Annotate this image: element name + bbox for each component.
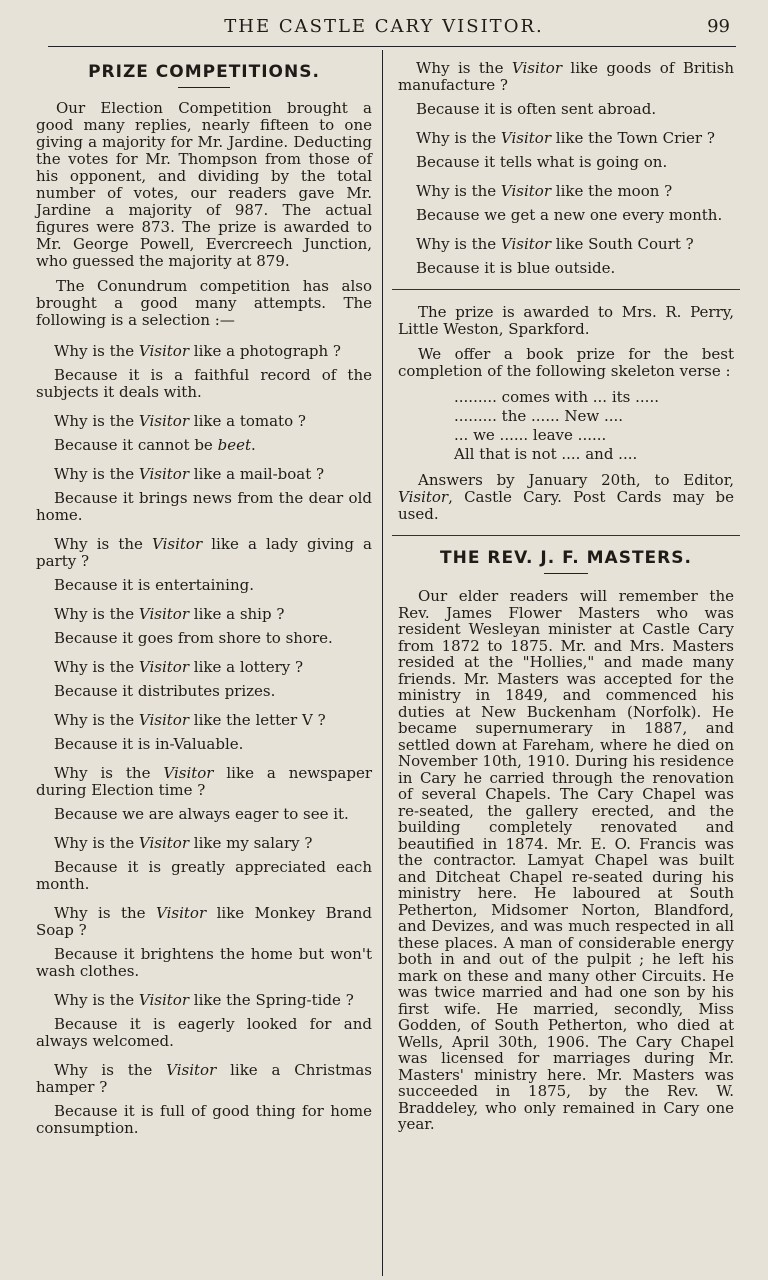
right-column	[398, 60, 734, 1141]
conundrum-answer: Because it distributes prizes.	[54, 682, 276, 700]
conundrum-question: Why is the Visitor like a photograph ?	[54, 342, 341, 360]
conundrum-question: Why is the Visitor like goods of British manufacture ?	[398, 59, 734, 94]
masters-article: Our elder readers will remember the Rev. James Flower Masters who was resident Wesleyan minister at Castle Cary from 1872 to 1875. Mr. and Mrs. Masters resided at the "Hollies," and made many friends. Mr. Masters was accepted for the ministry in 1849, and commenced his duties at New Buckenham (Norfolk). He became supernumerary in 1887, and settled down at Fareham, where he died on November 10th, 1910. During his residence in Cary he carried through the renovation of several Chapels. The Cary Chapel was re-seated, the gallery erected, and the building completely renovated and beautified in 1874. Mr. E. O. Francis was the contractor. Lamyat Chapel was built and Ditcheat Chapel re-seated during his ministry here. He laboured at South Petherton, Midsomer Norton, Blandford, and Devizes, and was much respected in all these places. A man of considerable energy both in and out of the pulpit ; he left his mark on these and many other Circuits. He was twice married and had one son by his first wife. He married, secondly, Miss Godden, of South Petherton, who died at Wells, April 30th, 1906. The Cary Chapel was licensed for marriages during Mr. Masters' ministry here. Mr. Masters was succeeded in 1875, by the Rev. W. Braddeley, who only remained in Cary one year.	[398, 587, 734, 1133]
conundrum-answer: Because it is eagerly looked for and always welcomed.	[36, 1015, 372, 1050]
verse-line: ... we ...... leave ......	[454, 426, 607, 444]
conundrum-question: Why is the Visitor like the Town Crier ?	[416, 129, 715, 147]
conundrum-answer: Because it brightens the home but won't wash clothes.	[36, 945, 372, 980]
conundrum-question: Why is the Visitor like the moon ?	[416, 182, 673, 200]
conundrum-question: Why is the Visitor like a mail-boat ?	[54, 465, 325, 483]
prize-heading: PRIZE COMPETITIONS.	[88, 62, 320, 82]
conundrum-answer: Because it cannot be beet.	[54, 436, 256, 454]
conundrum-answer: Because it tells what is going on.	[416, 153, 668, 171]
conundrum-answer: Because it is a faithful record of the subjects it deals with.	[36, 366, 372, 401]
left-column	[36, 60, 372, 1149]
conundrum-answer: Because it brings news from the dear old home.	[36, 489, 372, 524]
verse-line: All that is not .... and ....	[454, 445, 638, 463]
election-paragraph: Our Election Competition brought a good many replies, nearly fifteen to one giving a majority for Mr. Jardine. Deducting the votes for Mr. Thompson from those of his opponent, and dividing by the total number of votes, our readers gave Mr. Jardine a majority of 987. The actual figures were 873. The prize is awarded to Mr. George Powell, Evercreech Junction, who guessed the majority at 879.	[36, 99, 372, 270]
conundrum-answer: Because it is greatly appreciated each month.	[36, 858, 372, 893]
conundrum-question: Why is the Visitor like a newspaper during Election time ?	[36, 764, 372, 799]
conundrum-answer: Because it is blue outside.	[416, 259, 616, 277]
page-number: 99	[707, 16, 730, 37]
conundrum-question: Why is the Visitor like my salary ?	[54, 834, 313, 852]
conundrum-question: Why is the Visitor like the letter V ?	[54, 711, 326, 729]
answers-note: Answers by January 20th, to Editor, Visitor, Castle Cary. Post Cards may be used.	[398, 471, 734, 523]
section-separator	[392, 535, 740, 536]
conundrum-intro: The Conundrum competition has also brought a good many attempts. The following is a selection :—	[36, 277, 372, 329]
skeleton-verse	[454, 388, 734, 464]
conundrum-answer: Because we are always eager to see it.	[54, 805, 349, 823]
conundrum-answer: Because it is in-Valuable.	[54, 735, 244, 753]
conundrum-question: Why is the Visitor like South Court ?	[416, 235, 694, 253]
verse-line: ......... the ...... New ....	[454, 407, 624, 425]
conundrum-question: Why is the Visitor like the Spring-tide ?	[54, 991, 354, 1009]
conundrum-list-left	[36, 343, 372, 1137]
heading-rule	[544, 573, 588, 574]
masters-heading: THE REV. J. F. MASTERS.	[440, 548, 692, 568]
conundrum-question: Why is the Visitor like Monkey Brand Soap ?	[36, 904, 372, 939]
conundrum-question: Why is the Visitor like a ship ?	[54, 605, 285, 623]
conundrum-list-right	[398, 60, 734, 277]
running-title: THE CASTLE CARY VISITOR.	[224, 16, 544, 37]
conundrum-question: Why is the Visitor like a Christmas hamper ?	[36, 1061, 372, 1096]
conundrum-answer: Because it is full of good thing for home consumption.	[36, 1102, 372, 1137]
header-rule	[48, 46, 736, 47]
prize-award: The prize is awarded to Mrs. R. Perry, Little Weston, Sparkford.	[398, 303, 734, 338]
verse-offer: We offer a book prize for the best completion of the following skeleton verse :	[398, 345, 734, 380]
conundrum-answer: Because it is often sent abroad.	[416, 100, 657, 118]
heading-rule	[178, 87, 230, 88]
page-header	[0, 12, 768, 42]
section-separator	[392, 289, 740, 290]
conundrum-question: Why is the Visitor like a lady giving a party ?	[36, 535, 372, 570]
conundrum-answer: Because we get a new one every month.	[416, 206, 723, 224]
verse-line: ......... comes with ... its .....	[454, 388, 659, 406]
conundrum-question: Why is the Visitor like a tomato ?	[54, 412, 306, 430]
column-divider	[382, 50, 383, 1276]
conundrum-question: Why is the Visitor like a lottery ?	[54, 658, 304, 676]
conundrum-answer: Because it goes from shore to shore.	[54, 629, 333, 647]
conundrum-answer: Because it is entertaining.	[54, 576, 254, 594]
